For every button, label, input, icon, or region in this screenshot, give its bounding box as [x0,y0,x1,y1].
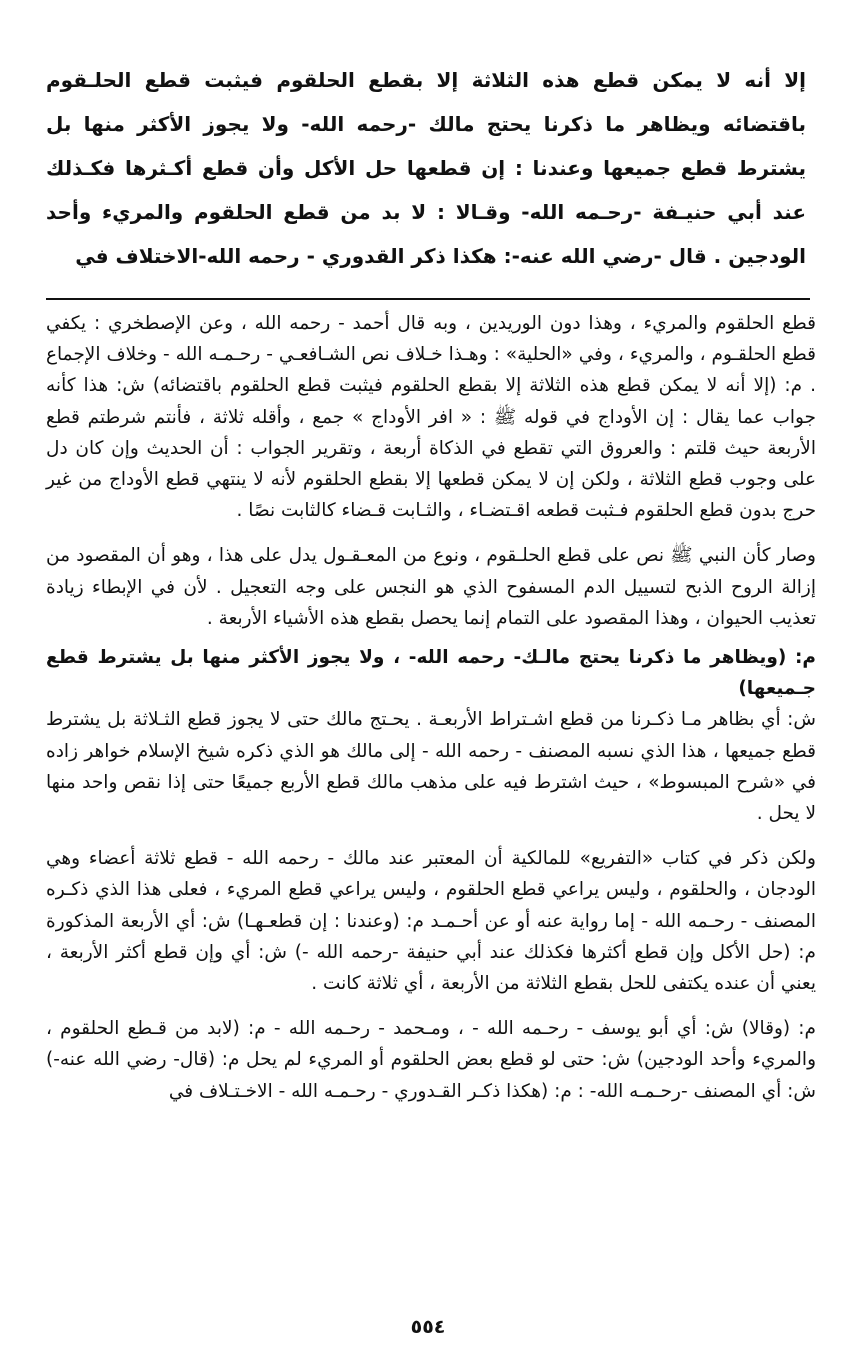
commentary-matn-quote: م: (ويظاهر ما ذكرنا يحتج مالـك- رحمه الله- ، ولا يجوز الأكثر منها بل يشترط قطع جـميعها) [46,647,816,700]
page-number: ٥٥٤ [410,1316,446,1338]
paragraph-gap [46,999,810,1013]
commentary-paragraph-3: ش: أي بظاهر مـا ذكـرنا من قطع اشـتراط الأربعـة . يحـتج مالك حتى لا يجوز قطع الثـلاثة بل يشترط قطع جميعها ، هذا الذي نسبه المصنف - رحمه الله - إلى مالك هو الذي ذكره شيخ الإسلام خواهر زاده في «شرح المبسوط» ، حيث اشترط فيه على مذهب مالك قطع الأربع جميعًا حتى إذا نقص واحد منها لا يحل . [46,709,816,825]
separator-rule [46,298,810,300]
commentary-paragraph-5: م: (وقالا) ش: أي أبو يوسف - رحـمه الله - ، ومـحمد - رحـمه الله - م: (لابد من قـطع الحلقوم ، والمريء وأحد الودجين) ش: حتى لو قطع بعض الحلقوم أو المريء لم يحل م: (قال- رضي الله عنه-) ش: أي المصنف -رحـمـه الله- : م: (هكذا ذكـر القـدوري - رحـمـه الله - الاخـتـلاف في [46,1018,816,1102]
matn-text: إلا أنه لا يمكن قطع هذه الثلاثة إلا بقطع الحلقوم فيثبت قطع الحلـقوم باقتضائه ويظاهر ما ذكرنا يحتج مالك -رحمه الله- ولا يجوز الأكثر منها بل يشترط قطع جميعها وعندنا : إن قطعها حل الأكل وأن قطع أكـثرها فكـذلك عند أبي حنيـفة -رحـمه الله- وقـالا : لا بد من قطع الحلقوم والمريء وأحد الودجين . قال -رضي الله عنه-: هكذا ذكر القدوري - رحمه الله-الاختلاف في [46,68,806,268]
paragraph-gap [46,526,810,540]
commentary-paragraph-4: ولكن ذكر في كتاب «التفريع» للمالكية أن المعتبر عند مالك - رحمه الله - قطع ثلاثة أعضاء وهي الودجان ، والحلقوم ، وليس يراعي قطع الحلقوم ، وليس يراعي قطع المريء ، فعلى هذا الذي ذكـره المصنف - رحـمه الله - إما رواية عنه أو عن أحـمـد م: (وعندنا : إن قطعـهـا) ش: أي الأربعة المذكورة م: (حل الأكل وإن قطع أكثرها فكذلك عند أبي حنيفة -رحمه الله -) ش: أي وإن قطع أكثر الأربعة ، يعني أن عنده يكتفى للحل بقطع الثلاثة من الأربعة ، أي ثلاثة كانت . [46,848,816,995]
commentary-paragraph-2: وصار كأن النبي ﷺ نص على قطع الحلـقوم ، ونوع من المعـقـول يدل على هذا ، وهو أن المقصود من إزالة الروح الذبح لتسييل الدم المسفوح الذي هو النجس على وجه التعجيل . لأن في الإبطاء زيادة تعذيب الحيوان ، وهذا المقصود على التمام إنما يحصل بقطع هذه الأشياء الأربعة . [46,545,816,629]
commentary-paragraph-1: قطع الحلقوم والمريء ، وهذا دون الوريدين ، وبه قال أحمد - رحمه الله ، وعن الإصطخري : يكفي قطع الحلقـوم ، والمريء ، وفي «الحلية» : وهـذا خـلاف نص الشـافعـي - رحـمـه الله - وخلاف الإجماع . م: (إلا أنه لا يمكن قطع هذه الثلاثة إلا بقطع الحلقوم فيثبت قطع الحلقوم باقتضائه) ش: هذا كأنه جواب عما يقال : إن الأوداج في قوله ﷺ : « افر الأوداج » جمع ، وأقله ثلاثة ، فأنتم شرطتم قطع الأربعة حيث قلتم : والعروق التي تقطع في الذكاة أربعة ، وتقرير الجواب : أن الحديث وإن كان دل على وجوب قطع الثلاثة ، ولكن إن لا يمكن قطعها إلا بقطع الحلقوم لأنه لا ينتهي قطع الأوداج من غير حرج بدون قطع الحلقوم فـثبت قطعه اقـتضـاء ، والثـابت قـضاء كالثابت نصًا . [46,313,816,522]
paragraph-gap [46,829,810,843]
paragraph-gap [46,634,810,642]
